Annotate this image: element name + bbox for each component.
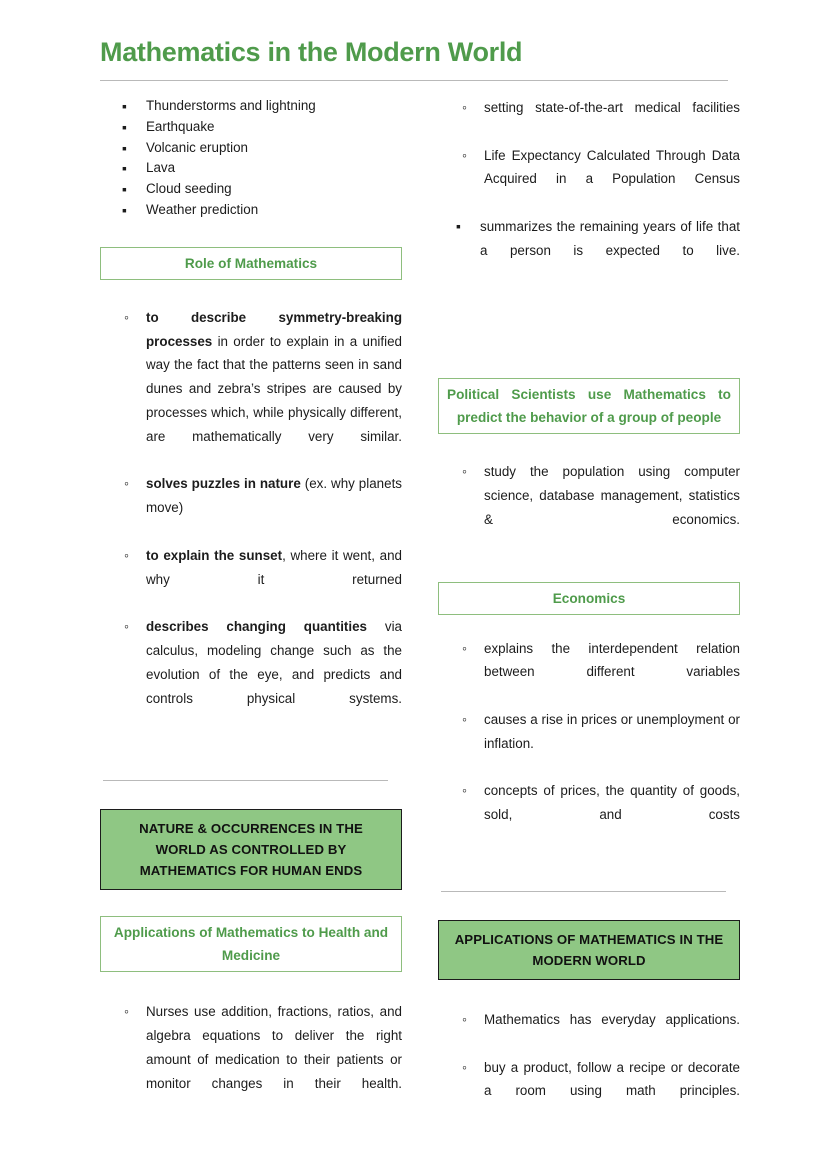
list-item: ◦ study the population using computer science, database management, statistics & economics. <box>438 460 740 555</box>
list-item-rest: in order to explain in a unified way the fact that the patterns seen in sand dunes and zebra’s stripes are caused by processes which, while physically different, are mathematically very similar. <box>146 333 402 444</box>
list-item <box>100 472 402 543</box>
list-item-lead: solves puzzles in nature <box>146 476 301 492</box>
political-scientists-list <box>438 460 740 555</box>
document-header <box>100 36 728 81</box>
list-item-lead: describes changing quantities <box>146 619 368 635</box>
list-item-rest: , where it went, and why it returned <box>146 547 402 587</box>
page-title: Mathematics in the Modern World <box>100 37 523 67</box>
list-item: ◦ setting state-of-the-art medical facilities <box>438 96 740 144</box>
list-item: ◦ concepts of prices, the quantity of goods, sold, and costs <box>438 779 740 850</box>
section-heading-economics: Economics <box>438 582 740 615</box>
role-of-mathematics-list <box>100 306 402 734</box>
left-column <box>100 96 402 1119</box>
list-item-rest: via calculus, modeling change such as the evolution of the eye, and predicts and controls physical systems. <box>146 619 402 706</box>
list-item: ◦ Nurses use addition, fractions, ratios, and algebra equations to deliver the right amount of medication to their patients or monitor changes in their health. <box>100 1000 402 1119</box>
list-item: ▪ Weather prediction <box>100 200 402 221</box>
medical-facilities-list <box>438 96 740 215</box>
list-item: ◦ buy a product, follow a recipe or decorate a room using math principles. <box>438 1056 740 1127</box>
section-heading-health-and-medicine: Applications of Mathematics to Health and Medicine <box>100 916 402 972</box>
banner-applications-modern-world: APPLICATIONS OF MATHEMATICS IN THE MODERN WORLD <box>438 920 740 980</box>
list-item <box>100 615 402 734</box>
section-heading-role-of-mathematics: Role of Mathematics <box>100 247 402 280</box>
list-item-lead: to describe symmetry-breaking processes <box>146 309 402 349</box>
list-item: ▪ Cloud seeding <box>100 179 402 200</box>
banner-nature-occurrences: NATURE & OCCURRENCES IN THE WORLD AS CONTROLLED BY MATHEMATICS FOR HUMAN ENDS <box>100 809 402 890</box>
life-expectancy-sublist <box>438 215 740 286</box>
list-item <box>100 306 402 473</box>
list-item-lead: to explain the sunset <box>146 547 283 563</box>
list-item: ▪ Lava <box>100 158 402 179</box>
list-item-rest: (ex. why planets move) <box>146 476 402 516</box>
list-item: ▪ Thunderstorms and lightning <box>100 96 402 117</box>
list-item: ◦ causes a rise in prices or unemployment or inflation. <box>438 708 740 779</box>
right-column <box>438 96 740 1127</box>
section-heading-political-scientists: Political Scientists use Mathematics to predict the behavior of a group of people <box>438 378 740 434</box>
applications-list <box>438 1008 740 1127</box>
nature-occurrences-list <box>100 96 402 221</box>
list-item: ▪ Earthquake <box>100 117 402 138</box>
title-divider <box>100 80 728 81</box>
list-item: ▪ summarizes the remaining years of life that a person is expected to live. <box>438 215 740 286</box>
list-item: ◦ explains the interdependent relation between different variables <box>438 637 740 708</box>
health-medicine-list <box>100 1000 402 1119</box>
economics-list <box>438 637 740 851</box>
list-item: ▪ Volcanic eruption <box>100 138 402 159</box>
list-item: ◦ Mathematics has everyday applications. <box>438 1008 740 1056</box>
list-item: ◦ Life Expectancy Calculated Through Data Acquired in a Population Census <box>438 144 740 215</box>
list-item <box>100 544 402 615</box>
